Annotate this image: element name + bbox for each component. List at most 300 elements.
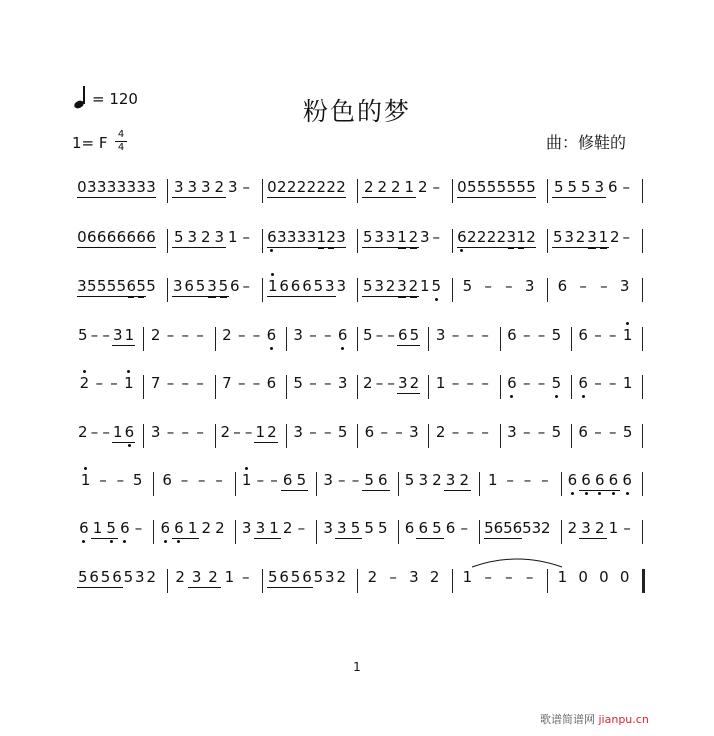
note: 2 — [175, 568, 185, 586]
note: 3 — [135, 568, 145, 586]
page-number: 1 — [353, 660, 361, 674]
note: 6 — [279, 568, 289, 586]
note: 3 — [296, 228, 307, 246]
barline — [316, 472, 317, 496]
extension-dash: – — [522, 326, 531, 344]
note: 3 — [187, 178, 198, 196]
note: 3 — [277, 228, 287, 246]
barline — [642, 424, 643, 448]
extension-dash: – — [90, 423, 99, 441]
extension-dash: – — [622, 178, 630, 196]
note: 2 — [326, 178, 336, 196]
extension-dash: – — [609, 423, 617, 441]
note: 1 — [267, 518, 281, 539]
score-line — [74, 373, 644, 403]
score-line — [74, 422, 644, 452]
note: 1 — [622, 374, 633, 392]
barline — [571, 375, 572, 399]
extension-dash: – — [505, 277, 513, 295]
note: 6 — [281, 470, 295, 491]
note: 1 — [224, 568, 235, 586]
extension-dash: – — [324, 423, 332, 441]
barline — [547, 179, 548, 203]
note: 6 — [376, 470, 390, 491]
note: 6 — [507, 326, 517, 344]
note: 2 — [541, 519, 551, 537]
extension-dash: – — [609, 326, 617, 344]
extension-dash: – — [244, 423, 253, 441]
note: 2 — [306, 178, 317, 196]
measure — [552, 177, 639, 207]
note: 5 — [484, 519, 494, 537]
barline — [561, 520, 562, 544]
watermark-url: jianpu.cn — [598, 713, 649, 726]
note: 2 — [215, 519, 225, 537]
barline — [547, 278, 548, 302]
note: 0 — [578, 568, 588, 586]
extension-dash: – — [380, 423, 388, 441]
barline — [357, 229, 358, 253]
note: 1 — [186, 518, 200, 539]
note: 5 — [87, 277, 97, 295]
note: 5 — [293, 374, 303, 392]
time-signature-bottom: 4 — [117, 142, 125, 153]
note: 2 — [432, 471, 442, 489]
extension-dash: – — [324, 374, 332, 392]
extension-dash: – — [622, 228, 630, 246]
note: 3 — [335, 518, 349, 539]
measure — [362, 373, 425, 403]
note: 2 — [385, 277, 396, 295]
note: 6 — [607, 178, 618, 196]
measure — [362, 325, 425, 355]
barline — [547, 569, 548, 593]
barline — [428, 375, 429, 399]
extension-dash: – — [215, 471, 223, 489]
note: 6 — [364, 423, 375, 441]
note: 6 — [397, 326, 408, 344]
note: 5 — [77, 568, 88, 586]
note: 5 — [506, 178, 517, 196]
note: 3 — [323, 471, 333, 489]
note: 3 — [146, 178, 156, 196]
note: 1 — [316, 228, 327, 246]
measure — [552, 276, 639, 306]
extension-dash: – — [95, 374, 103, 392]
extension-dash: – — [134, 519, 143, 537]
note: 3 — [374, 277, 384, 295]
barline — [262, 229, 263, 253]
note: 2 — [417, 178, 428, 196]
note: 2 — [567, 519, 578, 537]
score-line — [74, 227, 644, 257]
measure — [505, 325, 568, 355]
extension-dash: – — [252, 326, 261, 344]
extension-dash: – — [237, 374, 246, 392]
barline — [215, 424, 216, 448]
note: 1 — [435, 374, 446, 392]
measure — [457, 567, 544, 597]
barline — [316, 520, 317, 544]
measure — [172, 177, 259, 207]
extension-dash: – — [466, 326, 475, 344]
note: 0 — [619, 568, 630, 586]
note: 5 — [218, 277, 229, 295]
note: 6 — [158, 518, 172, 538]
note: 3 — [293, 423, 303, 441]
note: 5 — [551, 326, 562, 344]
note: 3 — [397, 374, 408, 392]
barline — [428, 424, 429, 448]
note: 6 — [77, 518, 91, 538]
note: 5 — [96, 277, 107, 295]
note: 2 — [496, 228, 507, 246]
extension-dash: – — [623, 519, 631, 537]
note: 5 — [522, 519, 532, 537]
note: 2 — [77, 373, 92, 393]
time-signature-top: 4 — [117, 129, 125, 140]
measure — [321, 518, 394, 548]
note: 2 — [277, 178, 287, 196]
measure — [77, 227, 164, 257]
note: 3 — [619, 277, 630, 295]
note: 2 — [409, 374, 420, 392]
extension-dash: – — [484, 568, 492, 586]
extension-dash: – — [484, 277, 492, 295]
extension-dash: – — [256, 471, 265, 489]
note: 1 — [620, 325, 635, 345]
measure — [220, 422, 283, 452]
measure — [77, 518, 150, 548]
note: 3 — [293, 326, 303, 344]
note: 3 — [435, 326, 446, 344]
note: 6 — [416, 518, 430, 539]
note: 2 — [282, 519, 293, 537]
barline — [215, 375, 216, 399]
note: 5 — [123, 568, 134, 586]
note: 5 — [337, 423, 348, 441]
extension-dash: – — [505, 568, 513, 586]
barline — [235, 472, 236, 496]
extension-dash: – — [522, 423, 531, 441]
note: 2 — [435, 423, 446, 441]
extension-dash: – — [166, 326, 175, 344]
note: 3 — [112, 326, 123, 344]
measure — [291, 373, 354, 403]
note: 2 — [146, 568, 157, 586]
note: 3 — [524, 277, 535, 295]
score-line — [74, 567, 644, 597]
measure — [457, 276, 544, 306]
note: 6 — [404, 519, 415, 537]
note: 1 — [420, 277, 430, 295]
note: 2 — [467, 228, 477, 246]
note: 6 — [89, 568, 99, 586]
measure — [433, 422, 496, 452]
note: 3 — [227, 178, 238, 196]
note: 5 — [313, 568, 324, 586]
barline — [398, 520, 399, 544]
note: 6 — [162, 471, 172, 489]
note: 3 — [337, 374, 348, 392]
barline — [452, 229, 453, 253]
extension-dash: – — [481, 423, 489, 441]
extension-dash: – — [102, 326, 110, 344]
note: 5 — [362, 277, 373, 295]
barline — [561, 472, 562, 496]
note: 1 — [488, 471, 498, 489]
note: 2 — [367, 568, 378, 586]
measure — [362, 567, 449, 597]
measure — [267, 227, 354, 257]
extension-dash: – — [166, 423, 175, 441]
note: 6 — [184, 277, 194, 295]
note: 5 — [567, 178, 578, 196]
extension-dash: – — [270, 471, 278, 489]
note: 5 — [78, 326, 88, 344]
measure — [267, 177, 354, 207]
note: 5 — [516, 178, 526, 196]
extension-dash: – — [233, 423, 241, 441]
extension-dash: – — [166, 374, 175, 392]
note: 5 — [136, 277, 146, 295]
note: 6 — [126, 277, 137, 295]
barline — [500, 375, 501, 399]
measure — [77, 567, 164, 597]
note: 6 — [493, 519, 504, 537]
measure — [220, 325, 283, 355]
note: 3 — [579, 518, 593, 539]
note: 5 — [430, 518, 444, 539]
extension-dash: – — [351, 471, 360, 489]
note: 5 — [363, 326, 373, 344]
note: 5 — [476, 178, 487, 196]
barline — [452, 569, 453, 593]
extension-dash: – — [579, 277, 587, 295]
barline — [642, 472, 643, 496]
note: 5 — [295, 470, 309, 491]
extension-dash: – — [600, 277, 608, 295]
note: 5 — [551, 423, 562, 441]
barline — [357, 375, 358, 399]
note: 3 — [214, 228, 225, 246]
note: 5 — [195, 277, 206, 295]
note: 2 — [326, 228, 336, 246]
note: 6 — [124, 423, 135, 441]
note: 3 — [587, 228, 597, 246]
note: 3 — [594, 178, 605, 196]
note: 6 — [116, 228, 127, 246]
barline — [235, 520, 236, 544]
measure — [148, 422, 211, 452]
extension-dash: – — [242, 568, 250, 586]
measure — [403, 518, 476, 548]
measure — [505, 422, 568, 452]
extension-dash: – — [506, 471, 514, 489]
note: 2 — [486, 228, 497, 246]
extension-dash: – — [309, 423, 317, 441]
note: 1 — [240, 470, 254, 490]
note: 0 — [77, 178, 87, 196]
measure — [77, 373, 140, 403]
note: 6 — [302, 568, 312, 586]
note: 3 — [241, 519, 252, 537]
note: 1 — [227, 228, 238, 246]
barline — [479, 520, 480, 544]
extension-dash: – — [451, 374, 460, 392]
note: 2 — [575, 228, 586, 246]
note: 6 — [557, 277, 568, 295]
barline — [642, 520, 643, 544]
extension-dash: – — [594, 326, 602, 344]
barline — [357, 569, 358, 593]
measure — [220, 373, 283, 403]
barline — [262, 569, 263, 593]
extension-dash: – — [460, 519, 468, 537]
extension-dash: – — [451, 326, 460, 344]
note: 1 — [397, 228, 407, 246]
measure — [457, 177, 544, 207]
note: 2 — [214, 178, 225, 196]
extension-dash: – — [102, 423, 110, 441]
note: 3 — [150, 423, 161, 441]
note: 2 — [286, 178, 297, 196]
note: 3 — [323, 519, 333, 537]
score-line — [74, 470, 644, 500]
note: 3 — [126, 178, 137, 196]
watermark-site: 歌谱简谱网 — [540, 713, 595, 726]
note: 6 — [87, 228, 97, 246]
barline — [642, 229, 643, 253]
note: 3 — [336, 277, 347, 295]
note: 5 — [431, 277, 442, 295]
extension-dash: – — [309, 326, 317, 344]
extension-dash: – — [537, 423, 546, 441]
note: 2 — [78, 423, 88, 441]
extension-dash: – — [387, 374, 395, 392]
note: 3 — [106, 178, 117, 196]
extension-dash: – — [451, 423, 460, 441]
barline — [167, 569, 168, 593]
measure — [240, 470, 313, 500]
note: 6 — [146, 228, 156, 246]
extension-dash: – — [481, 326, 489, 344]
measure — [158, 470, 231, 500]
extension-dash: – — [523, 471, 532, 489]
note: 5 — [106, 277, 117, 295]
extension-dash: – — [522, 374, 531, 392]
measure — [77, 470, 150, 500]
extension-dash: – — [181, 374, 190, 392]
note: 5 — [104, 518, 118, 539]
extension-dash: – — [432, 228, 440, 246]
note: 2 — [296, 178, 307, 196]
note: 1 — [598, 228, 609, 246]
note: 0 — [599, 568, 609, 586]
extension-dash: – — [297, 519, 306, 537]
measure — [240, 518, 313, 548]
barline — [547, 229, 548, 253]
note: 6 — [505, 373, 520, 393]
measure — [576, 325, 639, 355]
note: 5 — [362, 228, 373, 246]
note: 2 — [390, 178, 401, 196]
barline — [215, 327, 216, 351]
note: 2 — [593, 518, 607, 539]
note: 5 — [267, 568, 278, 586]
song-title: 粉色的梦 — [302, 97, 411, 126]
note: 2 — [222, 326, 232, 344]
note: 5 — [313, 277, 324, 295]
note: 5 — [290, 568, 301, 586]
note: 3 — [172, 277, 183, 295]
score-line — [74, 325, 644, 355]
measure — [484, 470, 557, 500]
barline — [571, 327, 572, 351]
extension-dash: – — [466, 374, 475, 392]
note: 3 — [444, 470, 458, 491]
extension-dash: – — [594, 423, 602, 441]
extension-dash: – — [387, 326, 395, 344]
barline — [428, 327, 429, 351]
note: 5 — [486, 178, 497, 196]
note: 6 — [335, 325, 350, 345]
extension-dash: – — [242, 228, 250, 246]
barline — [357, 327, 358, 351]
note: 5 — [173, 228, 184, 246]
note: 3 — [325, 568, 335, 586]
note: 3 — [87, 178, 97, 196]
barline — [357, 424, 358, 448]
extension-dash: – — [338, 471, 346, 489]
note: 2 — [336, 178, 346, 196]
note: 0 — [267, 178, 277, 196]
measure — [505, 373, 568, 403]
extension-dash: – — [196, 374, 204, 392]
barline — [143, 424, 144, 448]
note: 0 — [457, 178, 467, 196]
note: 2 — [200, 228, 211, 246]
measure — [457, 227, 544, 257]
extension-dash: – — [110, 374, 118, 392]
extension-dash: – — [242, 277, 250, 295]
note: 6 — [279, 277, 289, 295]
note: 2 — [408, 277, 419, 295]
note: 5 — [526, 178, 536, 196]
extension-dash: – — [309, 374, 317, 392]
extension-dash: – — [609, 374, 617, 392]
barline — [153, 472, 154, 496]
note: 5 — [116, 277, 127, 295]
note: 2 — [220, 423, 231, 441]
note: 3 — [188, 567, 204, 588]
extension-dash: – — [466, 423, 475, 441]
barline — [500, 424, 501, 448]
note: 1 — [557, 568, 568, 586]
note: 1 — [112, 423, 123, 441]
note: 6 — [579, 470, 593, 491]
note: 3 — [397, 277, 407, 295]
measure — [362, 422, 425, 452]
note: 6 — [172, 518, 186, 539]
score-line — [74, 177, 644, 207]
barline — [479, 472, 480, 496]
note: 3 — [564, 228, 574, 246]
note: 1 — [267, 277, 278, 295]
barline — [286, 424, 287, 448]
note: 3 — [136, 178, 146, 196]
extension-dash: – — [252, 374, 261, 392]
